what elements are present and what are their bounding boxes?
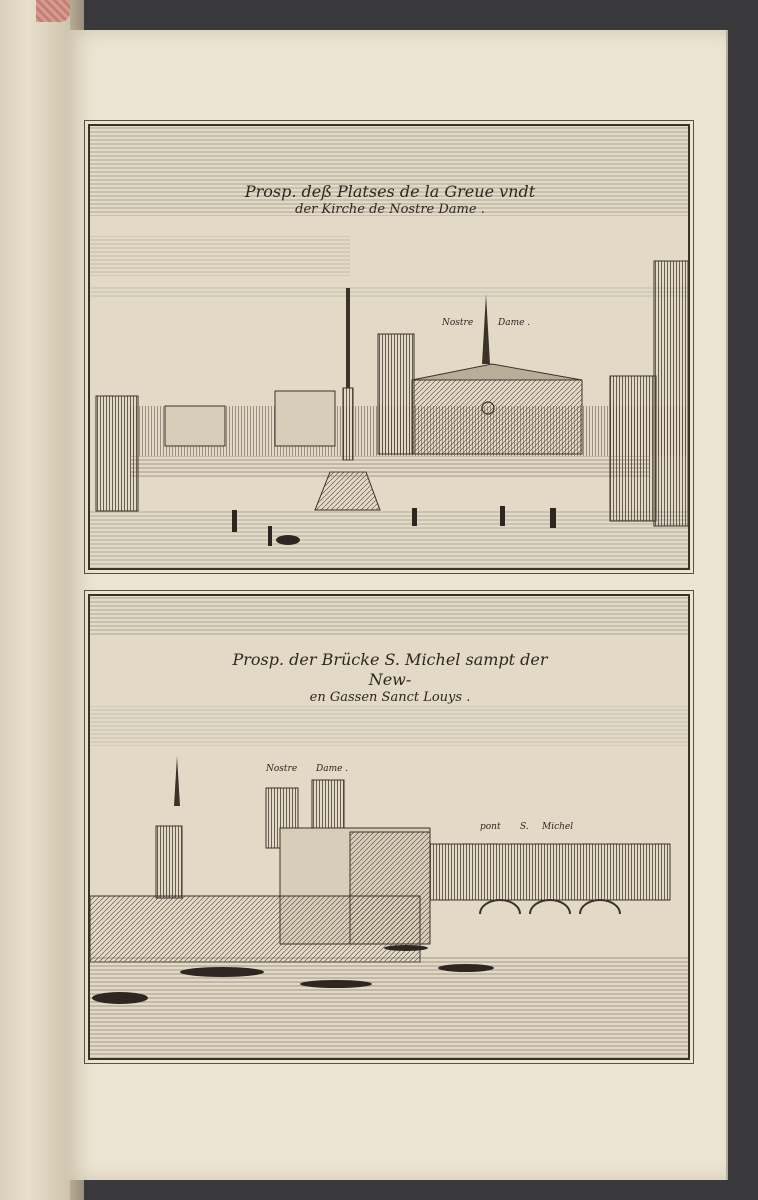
engraving-bottom-caption	[210, 650, 570, 706]
label-michel: Michel	[542, 822, 574, 832]
caption-line-2: en Gassen Sanct Louys .	[309, 690, 471, 705]
caption-line-1: Prosp. der Brücke S. Michel sampt der New-	[232, 650, 548, 689]
label-st: S.	[520, 822, 529, 832]
engraving-bottom	[88, 594, 690, 1060]
engraving-top	[88, 124, 690, 570]
bookmark-ribbon	[36, 0, 70, 22]
label-dame: Dame .	[498, 318, 531, 328]
left-page-edge	[0, 0, 70, 1200]
engraving-top-caption	[240, 182, 540, 218]
caption-line-1: Prosp. deß Platses de la Greue vndt	[244, 182, 536, 201]
caption-line-2: der Kirche de Nostre Dame .	[295, 202, 485, 217]
label-nostre: Nostre	[266, 764, 298, 774]
label-dame: Dame .	[316, 764, 349, 774]
label-nostre: Nostre	[442, 318, 474, 328]
label-pont: pont	[480, 822, 501, 832]
